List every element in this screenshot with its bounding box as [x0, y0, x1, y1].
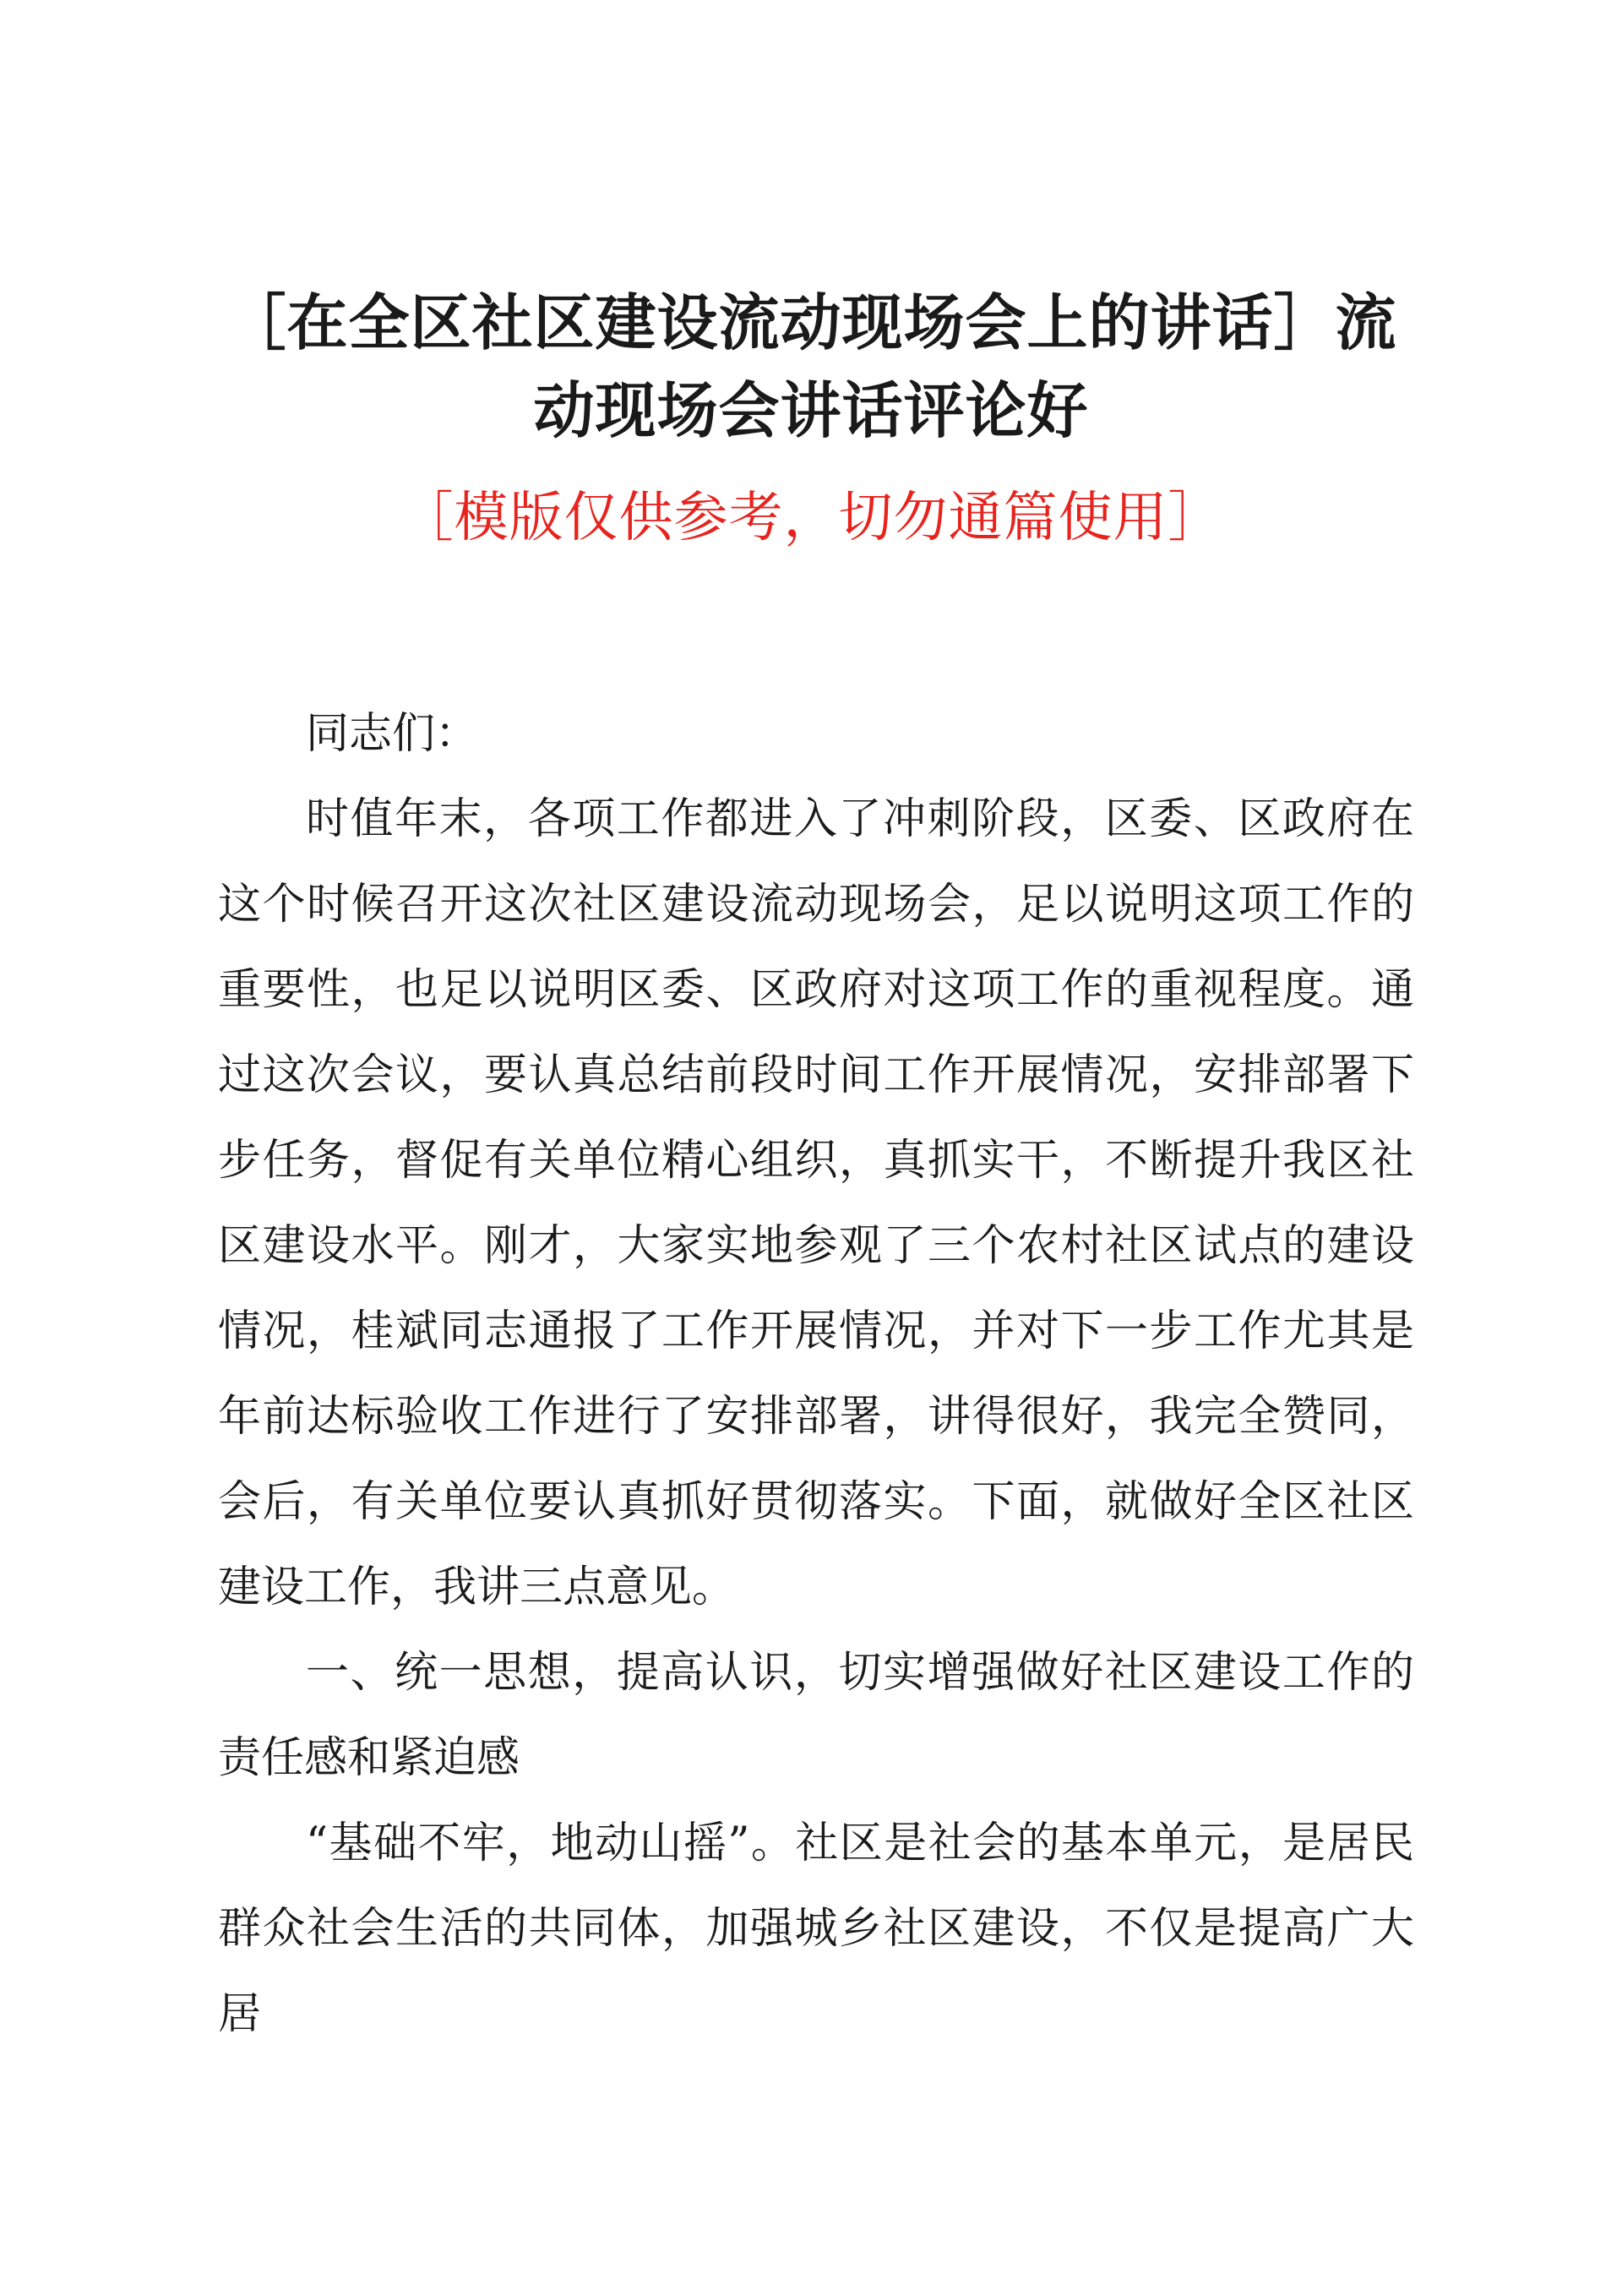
salutation: 同志们： — [306, 709, 479, 759]
document-title: ［在全区社区建设流动现场会上的讲话］流动现场会讲话评论好 — [225, 286, 1397, 446]
template-notice: ［模版仅供参考，切勿通篇使用］ — [399, 487, 1223, 549]
section-heading-1: 一、统一思想，提高认识，切实增强做好社区建设工作的责任感和紧迫感 — [218, 1648, 1414, 1783]
paragraph-section-1: “基础不牢，地动山摇”。社区是社会的基本单元，是居民群众社会生活的共同体，加强城乡社区建设，不仅是提高广大居 — [218, 1819, 1414, 2039]
paragraph-intro: 时值年末，各项工作都进入了冲刺阶段，区委、区政府在这个时候召开这次社区建设流动现场会，足以说明这项工作的重要性，也足以说明区委、区政府对这项工作的重视程度。通过这次会议，要认真总结前段时间工作开展情况，安排部署下步任务，督促有关单位精心组织，真抓实干，不断提升我区社区建设水平。刚才，大家实地参观了三个农村社区试点的建设情况，桂斌同志通报了工作开展情况，并对下一步工作尤其是年前达标验收工作进行了安排部署，讲得很好，我完全赞同，会后，有关单位要认真抓好贯彻落实。下面，就做好全区社区建设工作，我讲三点意见。 — [218, 794, 1414, 1612]
document-body — [218, 691, 1414, 2057]
